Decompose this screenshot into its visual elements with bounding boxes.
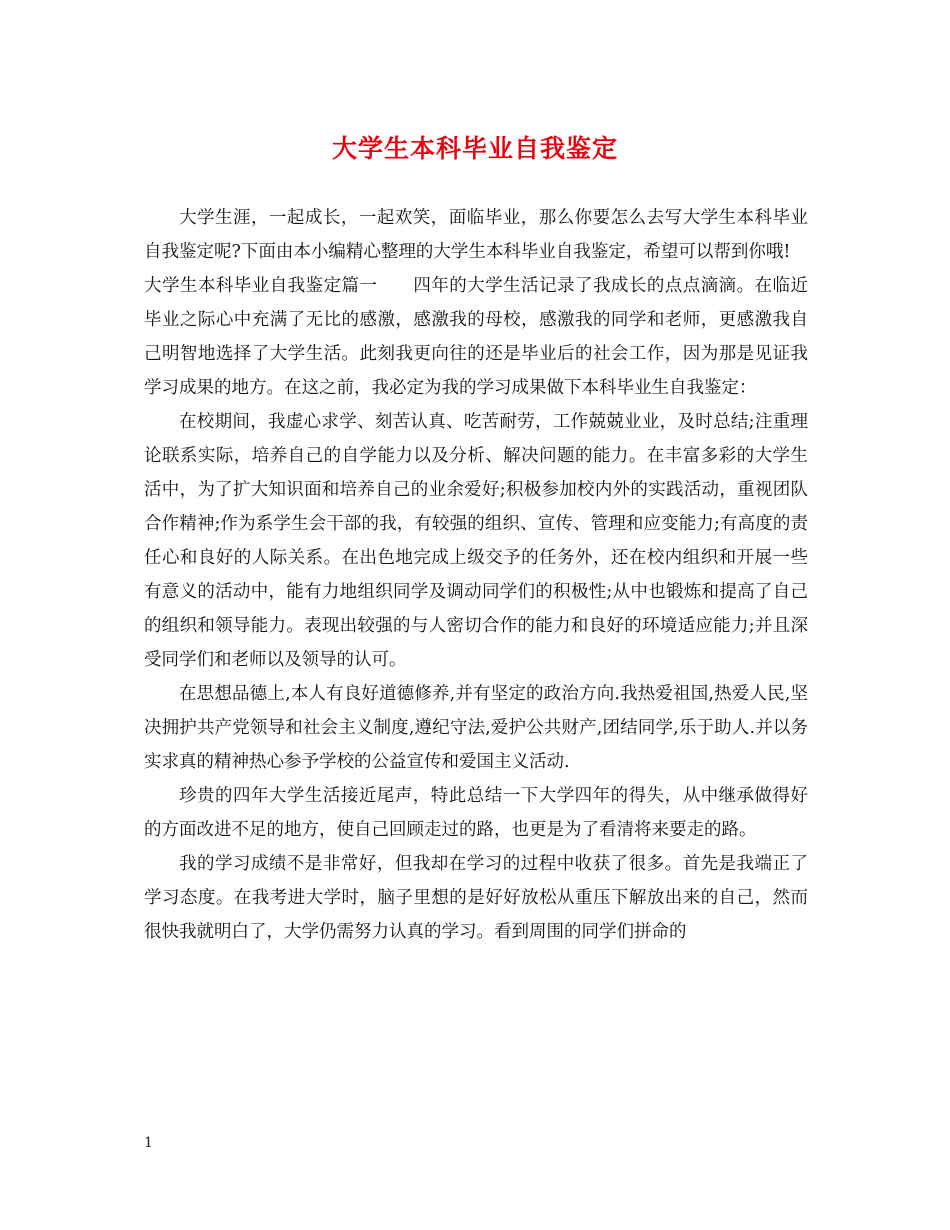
moral-character-paragraph: 在思想品德上,本人有良好道德修养,并有坚定的政治方向.我热爱祖国,热爱人民,坚决拥护共产党领导和社会主义制度,遵纪守法,爱护公共财产,团结同学,乐于助人.并以务实求真的精神热心参予学校的公益宣传和爱国主义活动. [144,684,808,772]
section-one-paragraph: 大学生本科毕业自我鉴定篇一 四年的大学生活记录了我成长的点点滴滴。在临近毕业之际心中充满了无比的感激，感激我的母校，感激我的同学和老师，更感激我自己明智地选择了大学生活。此刻我更向往的还是毕业后的社会工作，因为那是见证我学习成果的地方。在这之前，我必定为我的学习成果做下本科毕业生自我鉴定： [144,276,808,398]
page-number: 1 [144,1135,153,1151]
intro-paragraph: 大学生涯，一起成长，一起欢笑，面临毕业，那么你要怎么去写大学生本科毕业自我鉴定呢?下面由本小编精心整理的大学生本科毕业自我鉴定，希望可以帮到你哦! [144,208,808,262]
document-body [144,201,808,949]
summary-paragraph: 珍贵的四年大学生活接近尾声，特此总结一下大学四年的得失，从中继承做得好的方面改进不足的地方，使自己回顾走过的路，也更是为了看清将来要走的路。 [144,786,808,840]
study-paragraph: 我的学习成绩不是非常好，但我却在学习的过程中收获了很多。首先是我端正了学习态度。在我考进大学时，脑子里想的是好好放松从重压下解放出来的自己，然而很快我就明白了，大学仍需努力认真的学习。看到周围的同学们拼命的 [144,854,808,942]
campus-life-paragraph: 在校期间，我虚心求学、刻苦认真、吃苦耐劳，工作兢兢业业，及时总结;注重理论联系实际，培养自己的自学能力以及分析、解决问题的能力。在丰富多彩的大学生活中，为了扩大知识面和培养自己的业余爱好;积极参加校内外的实践活动，重视团队合作精神;作为系学生会干部的我，有较强的组织、宣传、管理和应变能力;有高度的责任心和良好的人际关系。在出色地完成上级交予的任务外，还在校内组织和开展一些有意义的活动中，能有力地组织同学及调动同学们的积极性;从中也锻炼和提高了自己的组织和领导能力。表现出较强的与人密切合作的能力和良好的环境适应能力;并且深受同学们和老师以及领导的认可。 [144,412,808,670]
document-title: 大学生本科毕业自我鉴定 [331,134,618,163]
